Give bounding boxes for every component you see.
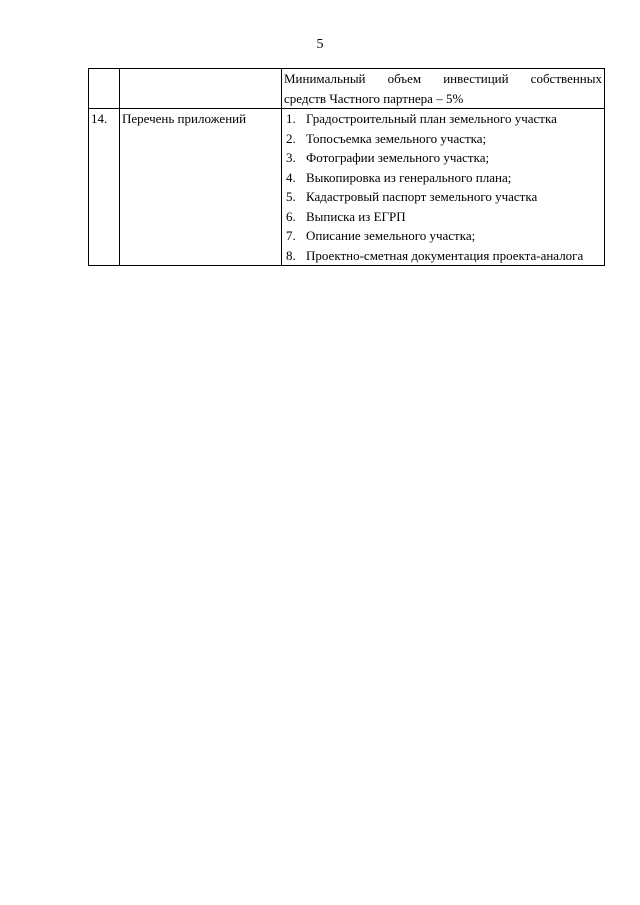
list-item-number: 3. <box>286 150 296 165</box>
investment-text-line-2: средств Частного партнера – 5% <box>284 90 464 106</box>
list-item <box>284 148 602 168</box>
list-item-number: 7. <box>286 228 296 243</box>
list-item-text: Проектно-сметная документация проекта-аналога <box>306 247 584 263</box>
list-item <box>284 109 602 129</box>
list-item-text: Фотографии земельного участка; <box>306 150 490 165</box>
list-item-number: 4. <box>286 169 296 185</box>
list-item-number: 2. <box>286 130 296 146</box>
list-item-number: 1. <box>286 111 296 126</box>
list-item <box>284 187 602 207</box>
list-item-number: 8. <box>286 247 296 263</box>
list-item-number: 6. <box>286 208 296 224</box>
row-title-cell: Перечень приложений <box>120 109 282 266</box>
table-row <box>89 69 605 109</box>
list-item <box>284 226 602 246</box>
row-title-cell <box>120 69 282 109</box>
list-item-text: Выкопировка из генерального плана; <box>306 169 512 185</box>
list-item <box>284 129 602 149</box>
attachments-table <box>88 68 605 266</box>
list-item-text: Описание земельного участка; <box>306 228 476 243</box>
row-number-cell <box>89 69 120 109</box>
row-number-cell: 14. <box>89 109 120 266</box>
list-item-text: Топосъемка земельного участка; <box>306 130 487 146</box>
list-item-text: Кадастровый паспорт земельного участка <box>306 189 538 204</box>
page-number: 5 <box>316 37 324 52</box>
list-item-text: Выписка из ЕГРП <box>306 208 406 224</box>
list-item-text: Градостроительный план земельного участка <box>306 111 557 126</box>
list-item <box>284 246 602 266</box>
row-content-cell <box>282 69 605 109</box>
row-content-cell <box>282 109 605 266</box>
investment-text-line-1: Минимальный объем инвестиций собственных <box>284 71 602 86</box>
list-item-number: 5. <box>286 189 296 204</box>
attachments-list <box>284 109 602 265</box>
list-item <box>284 168 602 188</box>
list-item <box>284 207 602 227</box>
table-row <box>89 109 605 266</box>
